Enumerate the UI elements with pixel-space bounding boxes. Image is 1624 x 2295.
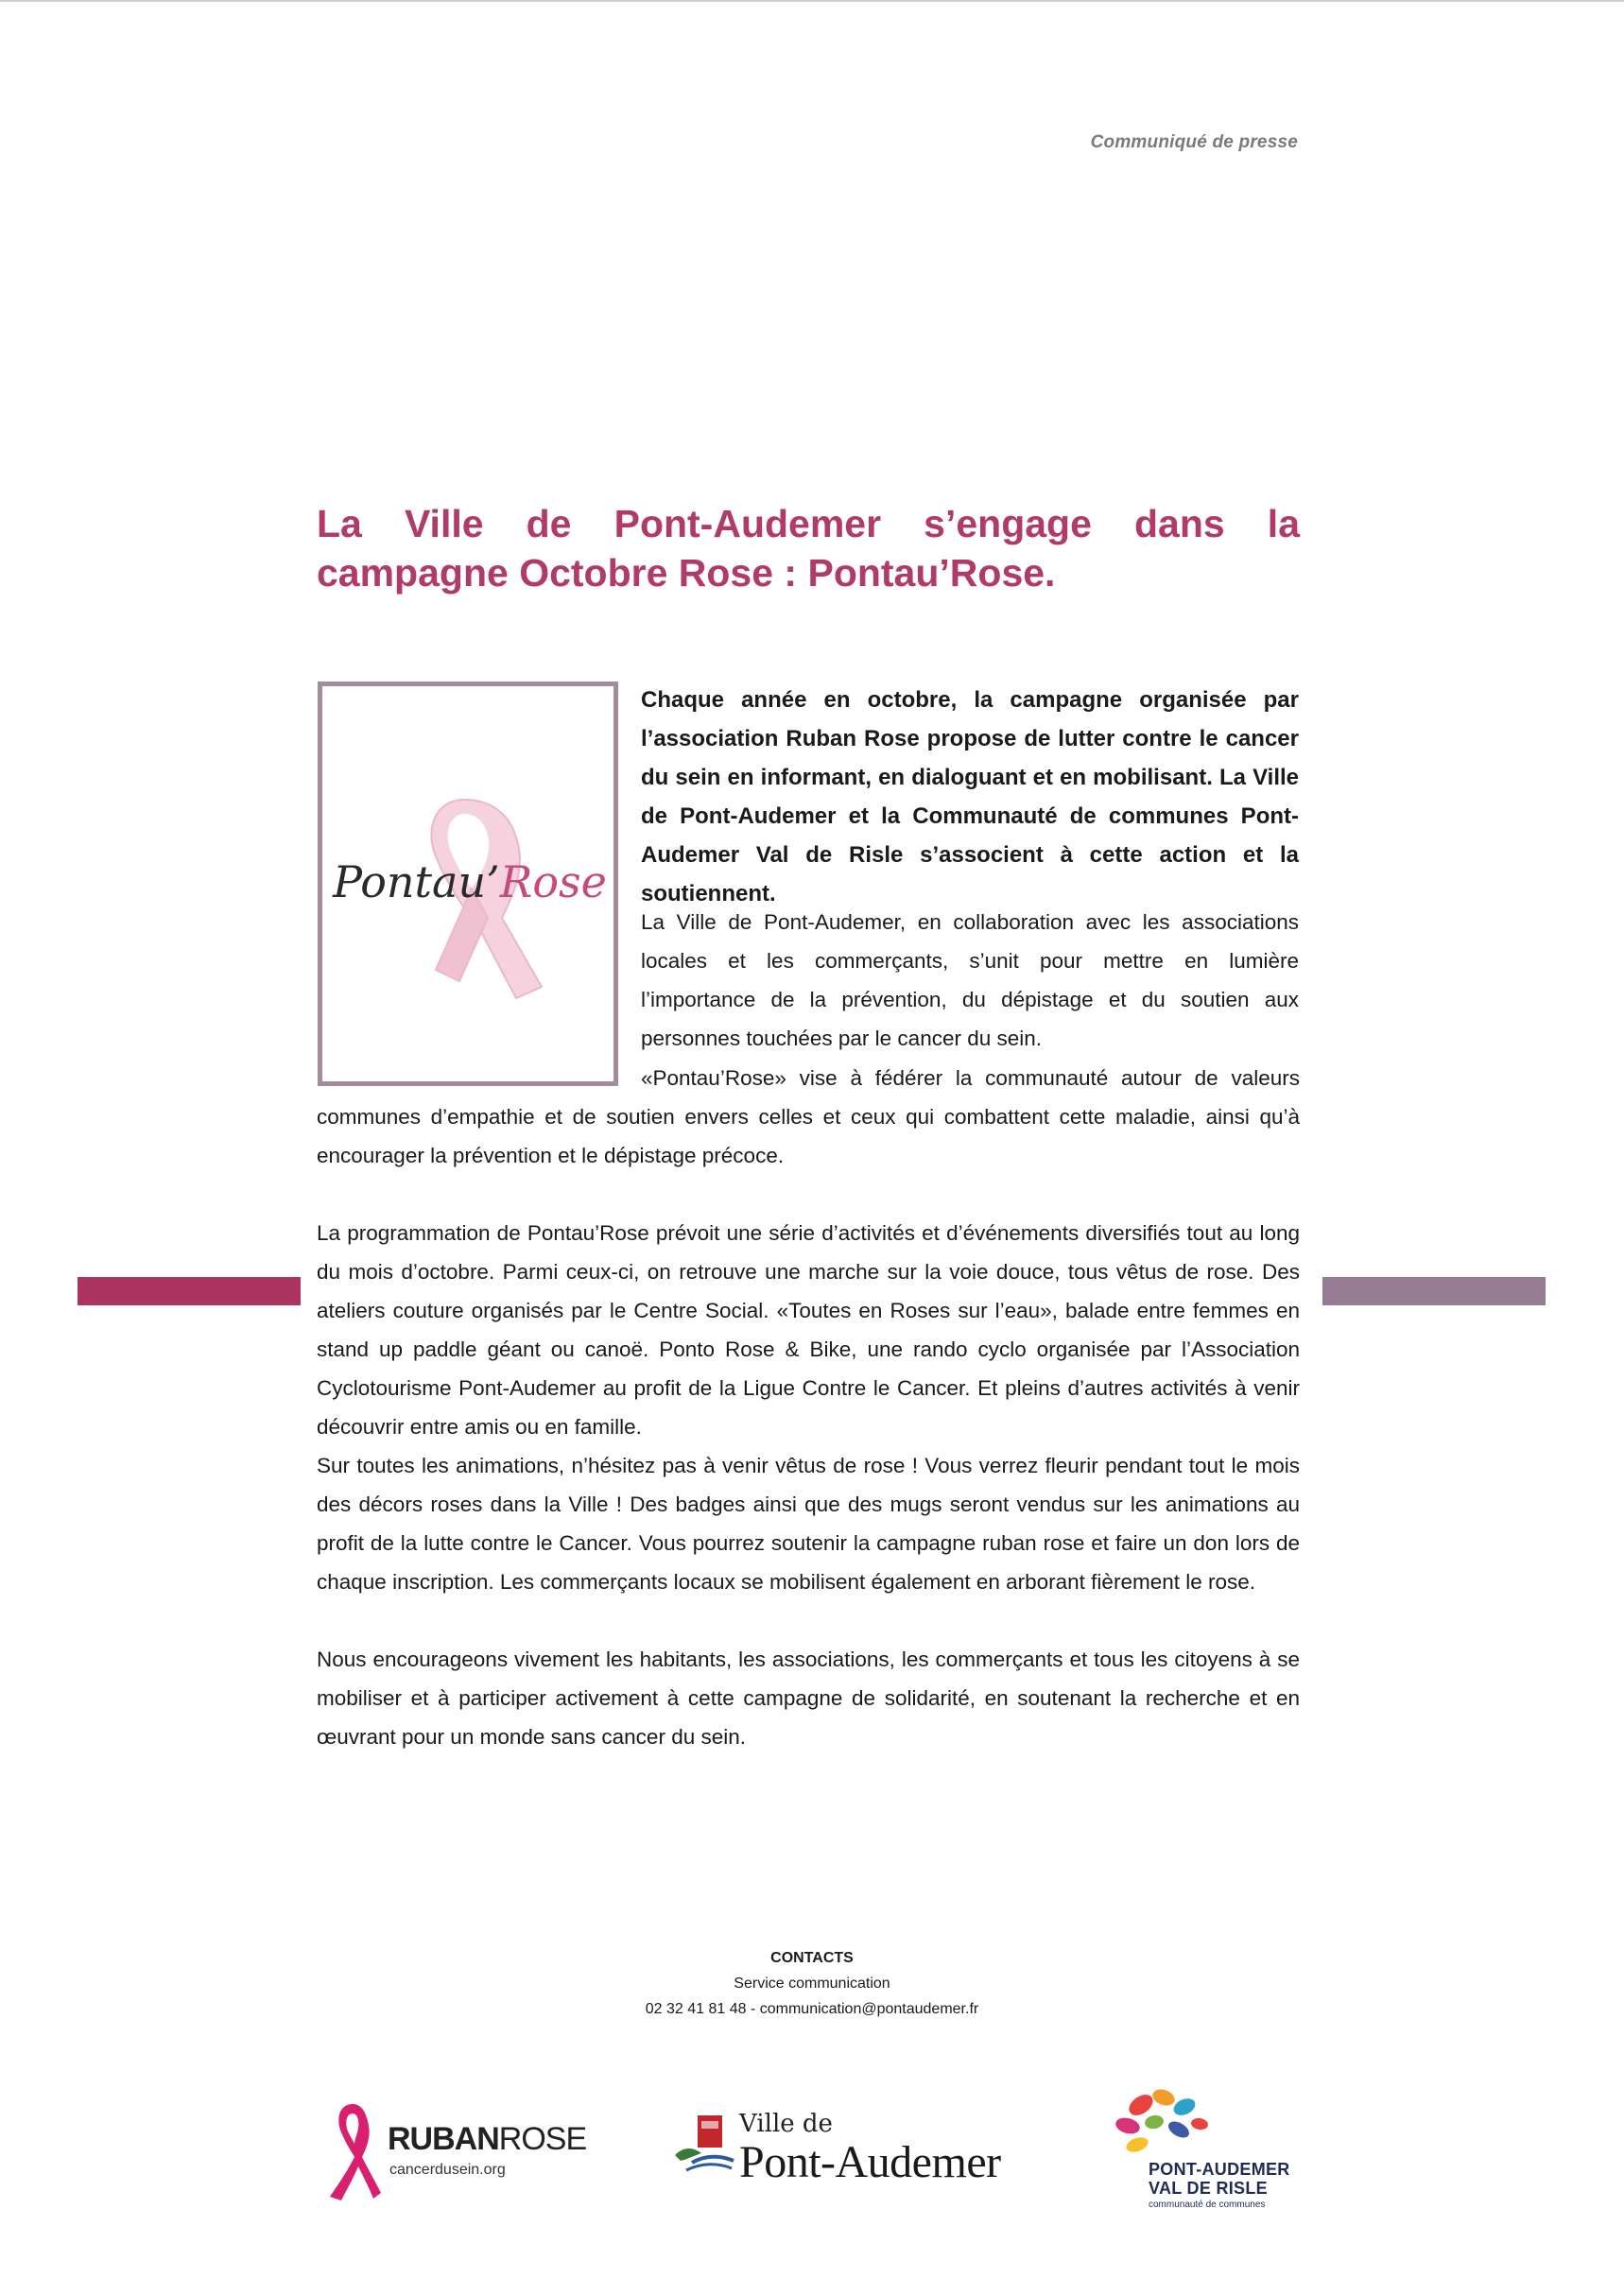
pont-audemer-val-de-risle-logo <box>1099 2084 1307 2217</box>
pink-ribbon-icon <box>326 2098 383 2202</box>
decorative-band-left <box>78 1277 301 1305</box>
cc-name-line2: VAL DE RISLE <box>1149 2179 1268 2198</box>
cc-name-line1: PONT-AUDEMER <box>1149 2160 1290 2179</box>
pontau-rose-logo <box>318 682 618 1086</box>
ville-de-label: Ville de <box>739 2110 833 2138</box>
paragraph-programme: La programmation de Pontau’Rose prévoit une série d’activités et d’événements diversifiés tout au long du mois d’octobre. Parmi ceux-ci, on retrouve une marche sur la voie douce, tous vêtus de rose. Des ateliers couture organisés par le Centre Social. «Toutes en Roses sur l’eau», balade entre femmes en stand up paddle géant ou canoë. Ponto Rose & Bike, une rando cyclo organisée par l’Association Cyclotourisme Pont-Audemer au profit de la Ligue Contre le Cancer. Et pleins d’autres activités à venir découvrir entre amis ou en famille. <box>317 1221 1300 1439</box>
ruban-rose-wordmark: RUBANROSE <box>388 2121 587 2157</box>
paragraph-animations: Sur toutes les animations, n’hésitez pas à venir vêtus de rose ! Vous verrez fleurir pendant tout le mois des décors roses dans la Ville ! Des badges ainsi que des mugs seront vendus sur les animations au profit de la lutte contre le Cancer. Vous pourrez soutenir la campagne ruban rose et faire un don lors de chaque inscription. Les commerçants locaux se mobilisent également en arborant fièrement le rose. <box>317 1454 1300 1594</box>
cc-name-line3: communauté de communes <box>1149 2200 1266 2210</box>
logo-wordmark: Pontau’Rose <box>333 856 607 907</box>
city-crest-icon <box>673 2114 735 2180</box>
ville-pont-audemer-logo <box>673 2108 1023 2202</box>
contacts-title: CONTACTS <box>770 1950 854 1966</box>
ville-name: Pont-Audemer <box>739 2137 1001 2187</box>
ruban-rose-url: cancerdusein.org <box>389 2162 506 2178</box>
page-title: La Ville de Pont-Audemer s’engage dans la campagne Octobre Rose : Pontau’Rose. <box>317 502 1300 595</box>
top-rule <box>0 0 1624 2</box>
decorative-band-right <box>1322 1277 1546 1305</box>
paragraph-collaboration: La Ville de Pont-Audemer, en collaboration avec les associations locales et les commerçants, s’unit pour mettre en lumière l’importance de la prévention, du dépistage et du soutien aux personnes touchées par le cancer du sein. <box>641 910 1299 1050</box>
paragraph-call-to-action: Nous encourageons vivement les habitants, les associations, les commerçants et tous les citoyens à se mobiliser et à participer activement à cette campagne de solidarité, en soutenant la recherche et en œuvrant pour un monde sans cancer du sein. <box>317 1648 1300 1749</box>
contacts-service: Service communication <box>734 1976 890 1992</box>
petals-icon <box>1103 2084 1235 2160</box>
contacts-block <box>528 1945 1096 2022</box>
press-release-label: Communiqué de presse <box>1090 132 1298 152</box>
lead-paragraph: Chaque année en octobre, la campagne organisée par l’association Ruban Rose propose de lutter contre le cancer du sein en informant, en dialoguant et en mobilisant. La Ville de Pont-Audemer et la Communauté de communes Pont-Audemer Val de Risle s’associent à cette action et la soutiennent. <box>641 687 1299 906</box>
paragraph-mission: «Pontau’Rose» vise à fédérer la communauté autour de valeurs communes d’empathie et de soutien envers celles et ceux qui combattent cette maladie, ainsi qu’à encourager la prévention et le dépistage précoce. <box>317 1066 1300 1167</box>
ruban-rose-logo <box>326 2098 600 2202</box>
contacts-details: 02 32 41 81 48 - communication@pontaudemer.fr <box>645 2001 979 2017</box>
